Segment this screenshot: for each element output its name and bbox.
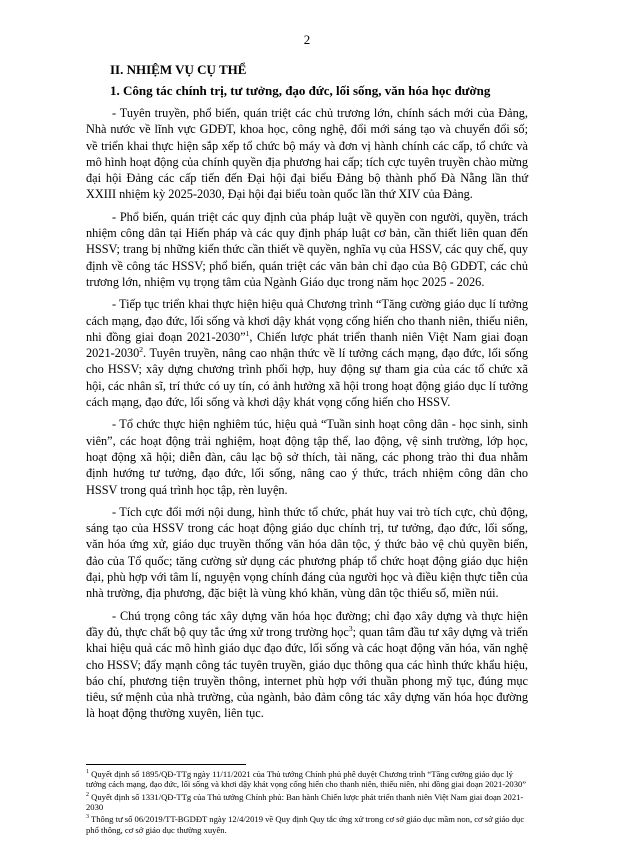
footnote-divider <box>86 764 246 765</box>
paragraph-3-part-b: , Chiến lược phát triển thanh niên Việt Nam giai đoạn 2021-2030 <box>86 329 528 361</box>
footnote-text-2: Quyết định số 1331/QĐ-TTg của Thủ tướng Chính phủ: Ban hành Chiến lược phát triển thanh niên Việt Nam giai đoạn 2021- 2030 <box>86 791 524 812</box>
page-number: 2 <box>303 32 311 47</box>
footnote-ref-2: 2 <box>139 345 144 355</box>
paragraph-5: - Tích cực đổi mới nội dung, hình thức tổ chức, phát huy vai trò tích cực, chủ động, sáng tạo của HSSV trong các hoạt động giáo dục chính trị, tư tưởng, đạo đức, lối sống, văn hóa ứng xử, giáo dục truyền thống văn hóa dân tộc, ý thức bảo vệ chủ quyền biển, đảo của Tổ quốc; tăng cường sử dụng các phương pháp tổ chức hoạt động giáo dục hiện đại, phù hợp với tâm lí, nguyện vọng chính đáng của người học và điều kiện thực tiễn của nhà trường, địa phương, đặc biệt là vùng khó khăn, vùng dân tộc thiểu số, miền núi. <box>86 504 528 601</box>
paragraph-3-part-c: . Tuyên truyền, nâng cao nhận thức về lí tưởng cách mạng, đạo đức, lối sống cho HSSV; xây dựng chương trình phối hợp, huy động sự tham gia của các tổ chức xã hội, các nhân sĩ, trí thức có uy tín, có ảnh hưởng xã hội trong hoạt động giáo dục lí tưởng cách mạng, đạo đức, lối sống và khơi dậy khát vọng cống hiến cho HSSV. <box>86 346 528 410</box>
footnote-mark-3: 3 <box>86 814 89 821</box>
subsection-heading: 1. Công tác chính trị, tư tưởng, đạo đức, lối sống, văn hóa học đường <box>110 83 491 98</box>
footnote-3 <box>86 814 528 835</box>
footnote-1 <box>86 769 528 790</box>
footnote-ref-3: 3 <box>348 623 353 633</box>
paragraph-3-part-a: - Tiếp tục triển khai thực hiện hiệu quả Chương trình “Tăng cường giáo dục lí tưởng cách mạng, đạo đức, lối sống và khơi dậy khát vọng cống hiến cho thanh niên, thiếu niên, nhi đồng giai đoạn 2021-2030” <box>86 297 528 344</box>
footnote-mark-2: 2 <box>86 791 89 798</box>
footnote-ref-1: 1 <box>245 328 250 338</box>
footnote-text-3: Thông tư số 06/2019/TT-BGDĐT ngày 12/4/2019 về Quy định Quy tắc ứng xử trong cơ sở giáo dục mầm non, cơ sở giáo dục phổ thông, cơ sở giáo dục thường xuyên. <box>86 814 525 835</box>
paragraph-6-part-b: ; quan tâm đầu tư xây dựng và triển khai hiệu quả các mô hình giáo dục đạo đức, lối sống và các hoạt động văn hóa, văn nghệ cho HSSV; đẩy mạnh công tác tuyên truyền, giáo dục thông qua các hình thức khẩu hiệu, báo chí, phương tiện truyền thông, internet phù hợp với thuần phong mỹ tục, đúng mục tiêu, sứ mệnh của nhà trường, của ngành, bảo đảm công tác xây dựng văn hóa học đường là hoạt động thường xuyên, liên tục. <box>86 624 528 721</box>
paragraph-6-part-a: - Chú trọng công tác xây dựng văn hóa học đường; chỉ đạo xây dựng và thực hiện đầy đủ, thực chất bộ quy tắc ứng xử trong trường học <box>86 608 528 639</box>
paragraph-1: - Tuyên truyền, phổ biến, quán triệt các chủ trương lớn, chính sách mới của Đảng, Nhà nước về lĩnh vực GDĐT, khoa học, công nghệ, đổi mới sáng tạo và chuyển đổi số; về triển khai thực hiện sắp xếp tổ chức bộ máy và đơn vị hành chính các cấp, tổ chức và mô hình hoạt động của chính quyền địa phương hai cấp; tích cực tuyên truyền chào mừng đại hội Đảng các cấp tiến đến Đại hội đại biểu Đảng bộ thành phố Đà Nẵng lần thứ XXIII nhiệm kỳ 2025-2030, Đại hội đại biểu toàn quốc lần thứ XIV của Đảng. <box>86 106 528 202</box>
paragraph-2: - Phổ biến, quán triệt các quy định của pháp luật về quyền con người, quyền, trách nhiệm công dân tại Hiến pháp và các quy định pháp luật cơ bản, cần thiết liên quan đến HSSV; trang bị những kiến thức cần thiết về quyền, nghĩa vụ của HSSV, các quy chế, quy định về công tác HSSV; phổ biến, quán triệt các văn bản chỉ đạo của Bộ GDĐT, các chủ trương lớn, nhiệm vụ trọng tâm của Ngành Giáo dục trong năm học 2025 - 2026. <box>86 209 528 289</box>
paragraph-4: - Tổ chức thực hiện nghiêm túc, hiệu quả “Tuần sinh hoạt công dân - học sinh, sinh viên”, các hoạt động trải nghiệm, hoạt động tập thể, lao động, vệ sinh trường, lớp học, hoạt động xã hội; diễn đàn, câu lạc bộ sở thích, tài năng, các phong trào thi đua nhằm định hướng tư tưởng, đạo đức, lối sống, nâng cao ý thức, trách nhiệm công dân cho HSSV trong quá trình học tập, rèn luyện. <box>86 417 528 497</box>
section-heading: II. NHIỆM VỤ CỤ THỂ <box>110 62 247 77</box>
paragraph-3 <box>86 296 528 410</box>
footnote-mark-1: 1 <box>86 768 89 775</box>
paragraph-6 <box>86 608 528 722</box>
footnote-2 <box>86 792 528 813</box>
footnote-text-1: Quyết định số 1895/QĐ-TTg ngày 11/11/2021 của Thủ tướng Chính phủ phê duyệt Chương trình “Tăng cường giáo dục lý tưởng cách mạng, đạo đức, lối sống và khơi dậy khát vọng cống hiến cho thanh niên, thiếu niên, nhi đồng giai đoạn 2021-2030” <box>86 768 527 790</box>
